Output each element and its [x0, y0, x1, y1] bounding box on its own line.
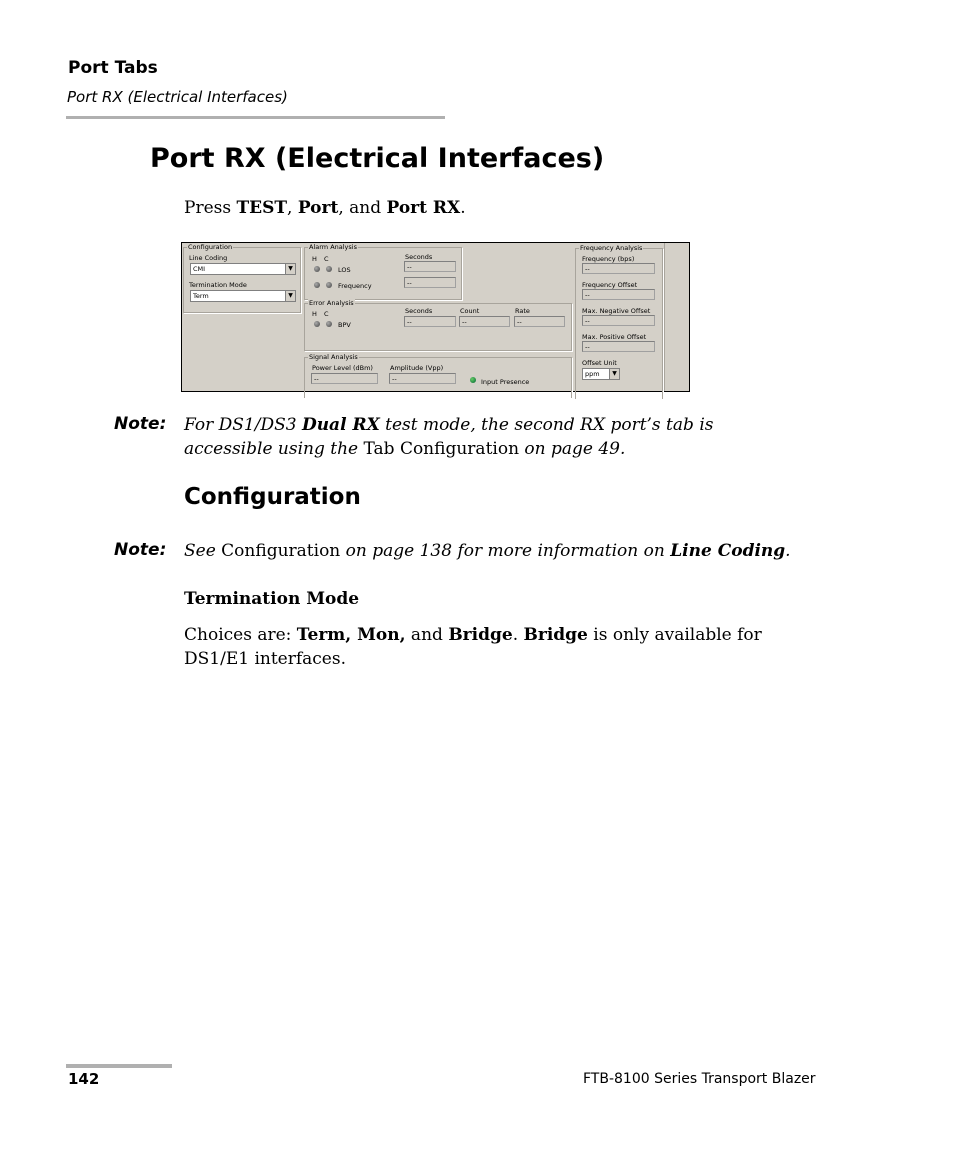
- frequency-offset-field: --: [582, 289, 655, 300]
- select-value: ppm: [585, 370, 600, 378]
- bpv-current-led: [326, 321, 332, 327]
- count-label: Count: [460, 307, 480, 315]
- running-header-subsection: Port RX (Electrical Interfaces): [67, 88, 288, 106]
- divider: [664, 243, 665, 391]
- los-seconds-field: --: [404, 261, 456, 272]
- power-level-label: Power Level (dBm): [312, 364, 373, 372]
- chevron-down-icon: ▼: [609, 369, 619, 379]
- termination-mode-text: Choices are: Term, Mon, and Bridge. Bridge is only available for DS1/E1 interfaces.: [184, 625, 762, 669]
- h-label: H: [312, 255, 317, 263]
- seconds-label: Seconds: [405, 253, 433, 261]
- bpv-count-field: --: [459, 316, 510, 327]
- port-rx-screenshot: [181, 242, 690, 392]
- note-label: Note:: [114, 414, 167, 434]
- group-label: Signal Analysis: [309, 353, 358, 361]
- note-label: Note:: [114, 540, 167, 560]
- seconds-label: Seconds: [405, 307, 433, 315]
- configuration-heading: Configuration: [184, 484, 361, 510]
- amplitude-field: --: [389, 373, 456, 384]
- max-positive-offset-field: --: [582, 341, 655, 352]
- footer-title: FTB-8100 Series Transport Blazer: [583, 1071, 816, 1087]
- bpv-rate-field: --: [514, 316, 565, 327]
- frequency-label: Frequency: [338, 282, 372, 290]
- c-label: C: [324, 255, 329, 263]
- bpv-seconds-field: --: [404, 316, 456, 327]
- c-label: C: [324, 310, 329, 318]
- error-analysis-group: [304, 299, 572, 351]
- running-header-section: Port Tabs: [68, 58, 158, 78]
- note-line-coding: See Configuration on page 138 for more information on Line Coding.: [184, 541, 791, 561]
- configuration-link[interactable]: Configuration: [221, 541, 341, 561]
- h-label: H: [312, 310, 317, 318]
- note-dual-rx: For DS1/DS3 Dual RX test mode, the second RX port’s tab is accessible using the Tab Configuration on page 49.: [184, 415, 714, 459]
- offset-unit-select[interactable]: [582, 368, 620, 380]
- frequency-bps-field: --: [582, 263, 655, 274]
- page-title: Port RX (Electrical Interfaces): [150, 143, 605, 174]
- chevron-down-icon: ▼: [285, 264, 295, 274]
- group-label: Frequency Analysis: [580, 244, 643, 252]
- input-presence-led: [470, 377, 476, 383]
- los-current-led: [326, 266, 332, 272]
- frequency-offset-label: Frequency Offset: [582, 281, 638, 289]
- line-coding-label: Line Coding: [189, 254, 228, 262]
- los-label: LOS: [338, 266, 351, 274]
- frequency-current-led: [326, 282, 332, 288]
- max-negative-offset-field: --: [582, 315, 655, 326]
- footer-rule: [66, 1064, 172, 1068]
- select-value: Term: [193, 292, 209, 300]
- alarm-analysis-group: [304, 243, 462, 300]
- rate-label: Rate: [515, 307, 530, 315]
- configuration-group: [183, 243, 301, 313]
- group-label: Configuration: [188, 243, 233, 251]
- frequency-history-led: [314, 282, 320, 288]
- offset-unit-label: Offset Unit: [582, 359, 617, 367]
- group-label: Alarm Analysis: [309, 243, 357, 251]
- max-positive-offset-label: Max. Positive Offset: [582, 333, 647, 341]
- frequency-analysis-group: [575, 244, 663, 399]
- input-presence-label: Input Presence: [481, 378, 530, 386]
- signal-analysis-group: [304, 353, 572, 398]
- termination-mode-label: Termination Mode: [189, 281, 247, 289]
- max-negative-offset-label: Max. Negative Offset: [582, 307, 651, 315]
- chevron-down-icon: ▼: [285, 291, 295, 301]
- tab-configuration-link[interactable]: Tab Configuration: [363, 439, 520, 459]
- power-level-field: --: [311, 373, 378, 384]
- bpv-history-led: [314, 321, 320, 327]
- bpv-label: BPV: [338, 321, 351, 329]
- frequency-seconds-field: --: [404, 277, 456, 288]
- group-label: Error Analysis: [309, 299, 354, 307]
- header-rule: [66, 116, 445, 119]
- line-coding-select[interactable]: [190, 263, 296, 275]
- page-number: 142: [68, 1070, 100, 1088]
- amplitude-label: Amplitude (Vpp): [390, 364, 444, 372]
- termination-mode-heading: Termination Mode: [184, 589, 360, 609]
- select-value: CMI: [193, 265, 206, 273]
- intro-text: Press TEST, Port, and Port RX.: [184, 198, 466, 218]
- termination-mode-select[interactable]: [190, 290, 296, 302]
- los-history-led: [314, 266, 320, 272]
- frequency-bps-label: Frequency (bps): [582, 255, 635, 263]
